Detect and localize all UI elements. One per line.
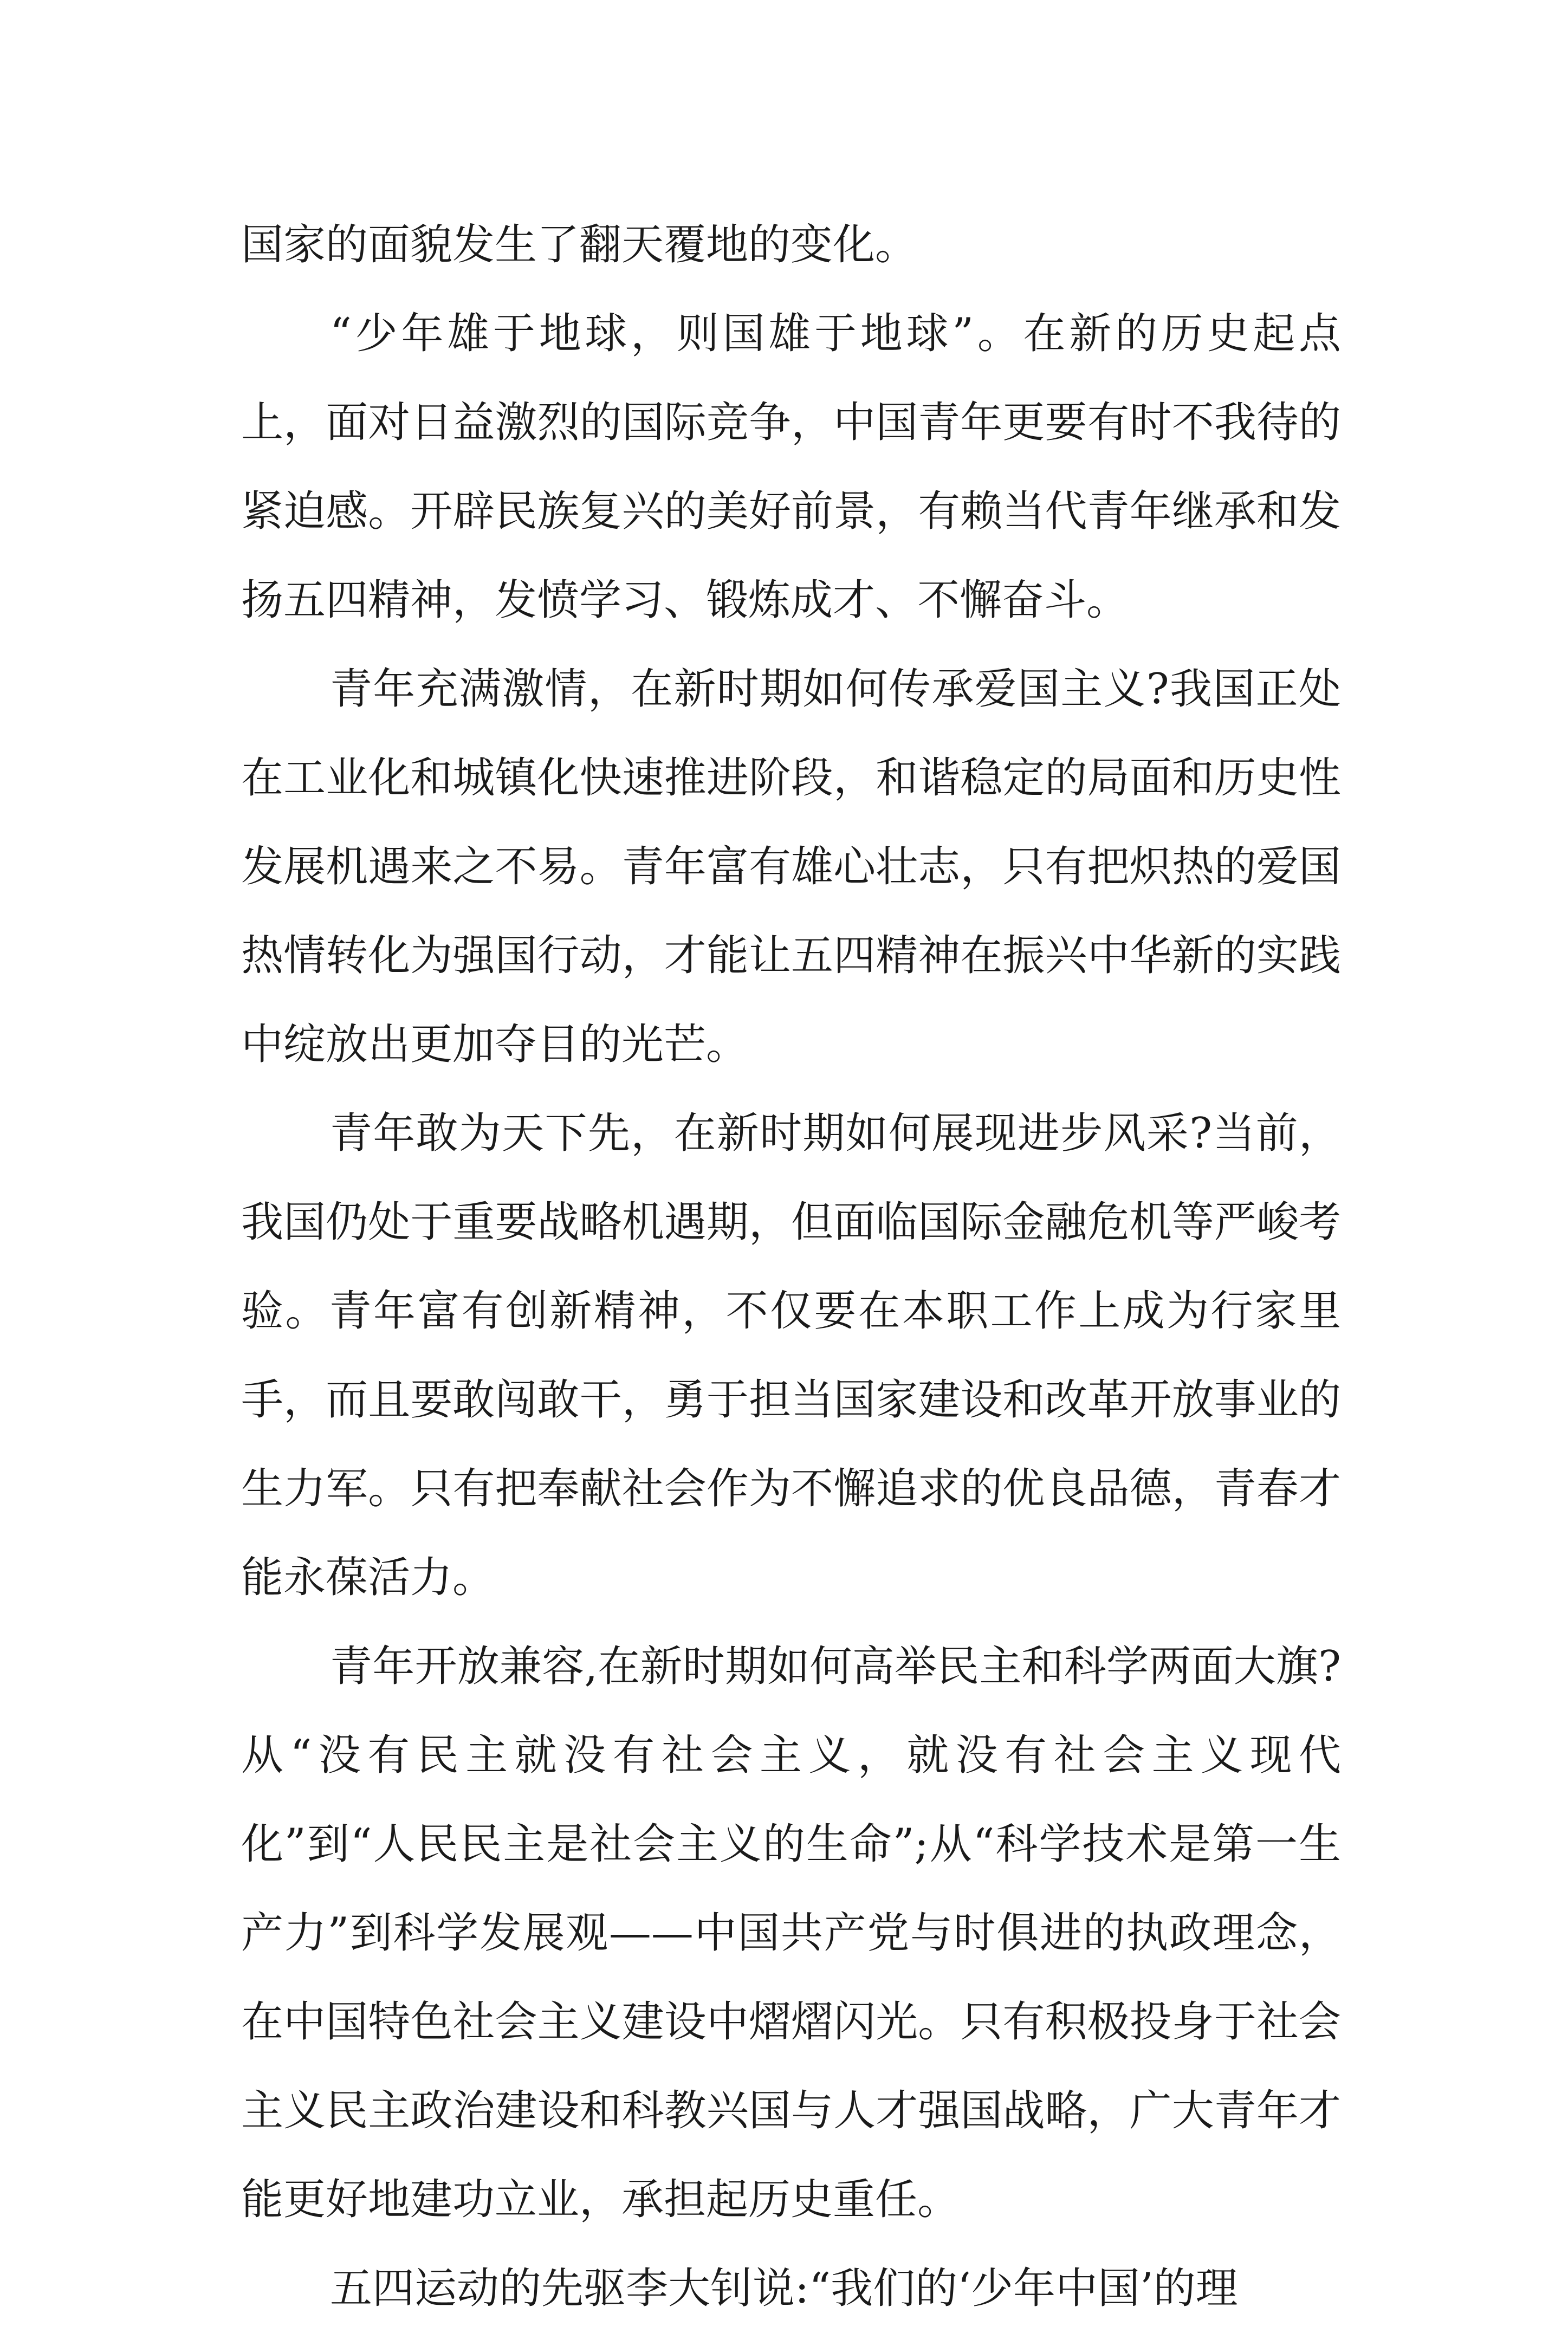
body-text xyxy=(241,200,1341,2333)
paragraph-2: “少年雄于地球，则国雄于地球”。在新的历史起点上，面对日益激烈的国际竞争，中国青年更要有时不我待的紧迫感。开辟民族复兴的美好前景，有赖当代青年继承和发扬五四精神，发愤学习、锻炼成才、不懈奋斗。 xyxy=(241,309,1341,625)
paragraph-3: 青年充满激情，在新时期如何传承爱国主义?我国正处在工业化和城镇化快速推进阶段，和谐稳定的局面和历史性发展机遇来之不易。青年富有雄心壮志，只有把炽热的爱国热情转化为强国行动，才能让五四精神在振兴中华新的实践中绽放出更加夺目的光芒。 xyxy=(241,665,1341,1069)
paragraph-5: 青年开放兼容,在新时期如何高举民主和科学两面大旗?从“没有民主就没有社会主义，就没有社会主义现代化”到“人民民主是社会主义的生命”;从“科学技术是第一生产力”到科学发展观——中国共产党与时俱进的执政理念，在中国特色社会主义建设中熠熠闪光。只有积极投身于社会主义民主政治建设和科教兴国与人才强国战略，广大青年才能更好地建功立业，承担起历史重任。 xyxy=(241,1642,1341,2224)
paragraph-4: 青年敢为天下先，在新时期如何展现进步风采?当前，我国仍处于重要战略机遇期，但面临国际金融危机等严峻考验。青年富有创新精神，不仅要在本职工作上成为行家里手，而且要敢闯敢干，勇于担当国家建设和改革开放事业的生力军。只有把奉献社会作为不懈追求的优良品德，青春才能永葆活力。 xyxy=(241,1109,1341,1602)
paragraph-1: 国家的面貌发生了翻天覆地的变化。 xyxy=(241,221,918,269)
paragraph-6: 五四运动的先驱李大钊说:“我们的‘少年中国’的理 xyxy=(330,2264,1238,2313)
